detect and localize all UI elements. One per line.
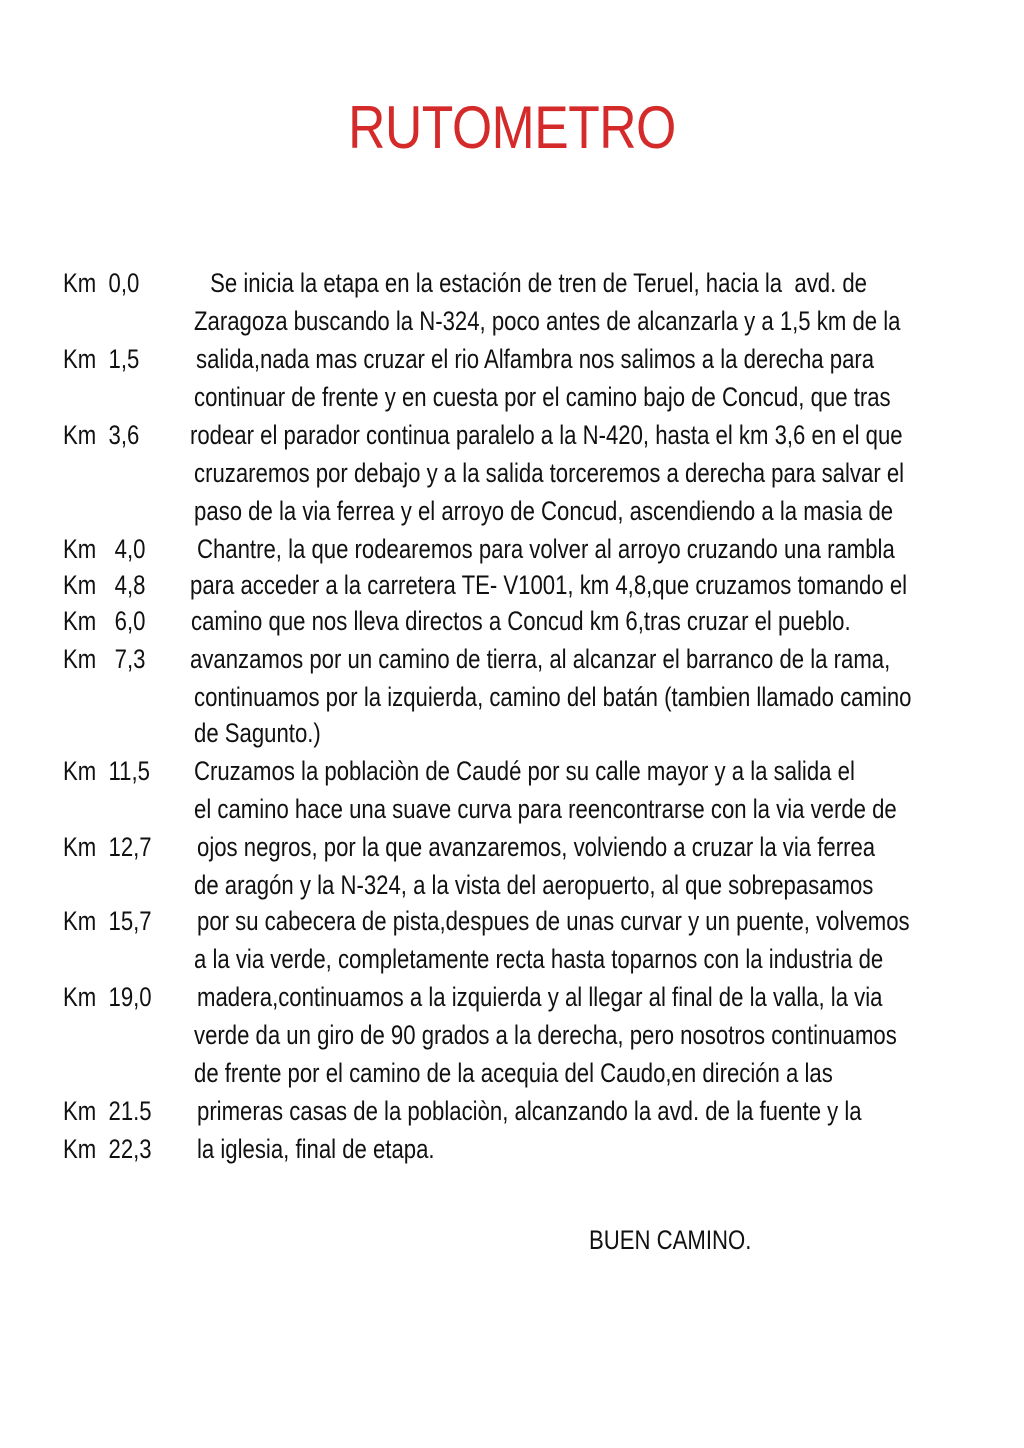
route-text: la iglesia, final de etapa. (197, 1134, 435, 1164)
route-line (0, 644, 1024, 680)
route-text: por su cabecera de pista,despues de unas curvar y un puente, volvemos (197, 906, 910, 936)
route-text: cruzaremos por debajo y a la salida torceremos a derecha para salvar el (194, 458, 905, 488)
route-line (0, 832, 1024, 868)
route-line (0, 606, 1024, 642)
closing-text: BUEN CAMINO. (589, 1225, 752, 1255)
route-line (0, 382, 1024, 418)
route-text: Cruzamos la poblaciòn de Caudé por su calle mayor y a la salida el (194, 756, 855, 786)
route-text: paso de la via ferrea y el arroyo de Concud, ascendiendo a la masia de (194, 496, 894, 526)
route-text: de Sagunto.) (194, 718, 321, 748)
km-marker: Km 3,6 (63, 420, 140, 450)
km-marker: Km 11,5 (63, 756, 150, 786)
page-title: RUTOMETRO (348, 94, 676, 161)
route-text: el camino hace una suave curva para reencontrarse con la via verde de (194, 794, 897, 824)
km-marker: Km 22,3 (63, 1134, 152, 1164)
route-text: verde da un giro de 90 grados a la derecha, pero nosotros continuamos (194, 1020, 897, 1050)
route-line (0, 1058, 1024, 1094)
km-marker: Km 6,0 (63, 606, 146, 636)
route-line (0, 268, 1024, 304)
route-text: a la via verde, completamente recta hasta toparnos con la industria de (194, 944, 884, 974)
km-marker: Km 4,8 (63, 570, 146, 600)
route-text: para acceder a la carretera TE- V1001, km 4,8,que cruzamos tomando el (190, 570, 908, 600)
route-line (0, 534, 1024, 570)
route-text: Zaragoza buscando la N-324, poco antes de alcanzarla y a 1,5 km de la (194, 306, 901, 336)
route-line (0, 570, 1024, 606)
route-text: rodear el parador continua paralelo a la N-420, hasta el km 3,6 en el que (190, 420, 903, 450)
route-text: madera,continuamos a la izquierda y al llegar al final de la valla, la via (197, 982, 883, 1012)
km-marker: Km 15,7 (63, 906, 152, 936)
route-line (0, 718, 1024, 754)
route-line (0, 944, 1024, 980)
route-text: camino que nos lleva directos a Concud km 6,tras cruzar el pueblo. (191, 606, 851, 636)
route-text: continuar de frente y en cuesta por el camino bajo de Concud, que tras (194, 382, 891, 412)
route-text: ojos negros, por la que avanzaremos, volviendo a cruzar la via ferrea (197, 832, 876, 862)
route-line (0, 1096, 1024, 1132)
route-line (0, 306, 1024, 342)
route-text: Se inicia la etapa en la estación de tren de Teruel, hacia la avd. de (204, 268, 868, 298)
km-marker: Km 19,0 (63, 982, 152, 1012)
km-marker: Km 21.5 (63, 1096, 152, 1126)
route-line (0, 870, 1024, 906)
km-marker: Km 1,5 (63, 344, 140, 374)
route-text: avanzamos por un camino de tierra, al alcanzar el barranco de la rama, (190, 644, 891, 674)
route-text: continuamos por la izquierda, camino del batán (tambien llamado camino (194, 682, 912, 712)
route-line (0, 1134, 1024, 1170)
route-text: Chantre, la que rodearemos para volver al arroyo cruzando una rambla (197, 534, 895, 564)
route-line (0, 458, 1024, 494)
route-line (0, 344, 1024, 380)
km-marker: Km 7,3 (63, 644, 146, 674)
route-line (0, 420, 1024, 456)
km-marker: Km 4,0 (63, 534, 146, 564)
route-line (0, 756, 1024, 792)
route-text: de aragón y la N-324, a la vista del aeropuerto, al que sobrepasamos (194, 870, 874, 900)
route-line (0, 794, 1024, 830)
route-text: primeras casas de la poblaciòn, alcanzando la avd. de la fuente y la (197, 1096, 862, 1126)
route-line (0, 982, 1024, 1018)
route-text: de frente por el camino de la acequia del Caudo,en direción a las (194, 1058, 833, 1088)
route-text: salida,nada mas cruzar el rio Alfambra nos salimos a la derecha para (196, 344, 875, 374)
route-line (0, 1020, 1024, 1056)
route-line (0, 496, 1024, 532)
km-marker: Km 12,7 (63, 832, 152, 862)
route-line (0, 682, 1024, 718)
route-line (0, 906, 1024, 942)
km-marker: Km 0,0 (63, 268, 140, 298)
